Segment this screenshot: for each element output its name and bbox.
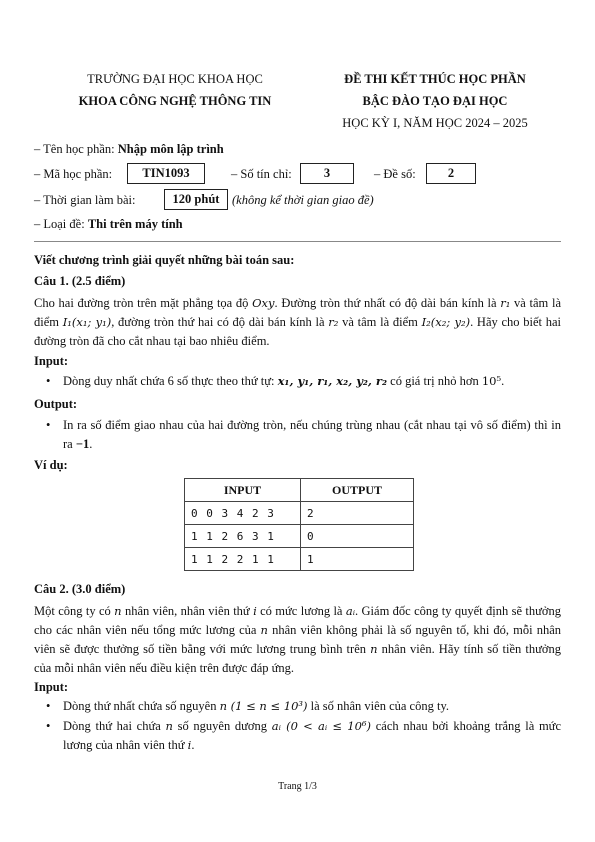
q2-input-label: Input: [34, 680, 69, 694]
bullet-icon: • [46, 418, 51, 432]
faculty-name: KHOA CÔNG NGHỆ THÔNG TIN [78, 94, 272, 108]
semester: HỌC KỲ I, NĂM HỌC 2024 – 2025 [342, 116, 528, 130]
divider [34, 241, 561, 242]
q2-input-line1: Dòng thứ nhất chứa số nguyên n (1 ≤ n ≤ 10³) là số nhân viên của công ty. [63, 699, 450, 713]
intro-text: Viết chương trình giải quyết những bài toán sau: [34, 253, 295, 267]
q2-input-line2: Dòng thứ hai chứa n số nguyên dương aᵢ (0 < aᵢ ≤ 10⁶) cách nhau bởi khoảng trắng là mức lương của nhân viên thứ i. [63, 719, 561, 752]
exam-no-box: 2 [426, 163, 476, 184]
table-cell: 1 [301, 548, 414, 571]
q1-title: Câu 1. (2.5 điểm) [34, 274, 126, 288]
table-cell: 2 [301, 502, 414, 525]
exam-type: Thi trên máy tính [87, 217, 183, 231]
course-code-box: TIN1093 [127, 163, 205, 184]
exam-type-line [34, 214, 183, 234]
math-r2: r₂ [328, 315, 339, 329]
page-number: Trang 1/3 [278, 781, 317, 792]
exam-type-label: – Loại đề: [34, 217, 88, 231]
course-name: Nhập môn lập trình [117, 142, 224, 156]
q1-output-label: Output: [34, 397, 78, 411]
math-input-vars: x₁, y₁, r₁, x₂, y₂, r₂ [277, 374, 388, 388]
credits-label: – Số tín chỉ: [231, 167, 292, 181]
table-cell: 0 0 3 4 2 3 [185, 502, 301, 525]
q1-statement: Cho hai đường tròn trên mặt phẳng tọa độ Oxy. Đường tròn thứ nhất có độ dài bán kính là r₁ và tâm là điểm I₁(x₁; y₁), đường tròn thứ hai có độ dài bán kính là r₂ và tâm là điểm I₂(x₂; y₂). Hãy cho biết hai đường tròn đã cho cắt nhau tại bao nhiêu điểm. [34, 296, 562, 348]
bullet-icon: • [46, 719, 51, 733]
example-table [184, 478, 414, 571]
course-name-label: – Tên học phần: [34, 142, 118, 156]
exam-title: ĐỀ THI KẾT THÚC HỌC PHẦN [344, 72, 526, 86]
math-oxy: Oxy [252, 296, 275, 310]
output-value: −1 [75, 437, 90, 451]
duration-label: – Thời gian làm bài: [34, 193, 136, 207]
table-row [185, 548, 414, 571]
education-level: BẬC ĐÀO TẠO ĐẠI HỌC [362, 94, 508, 108]
math-i1: I₁(x₁; y₁) [62, 315, 112, 329]
q1-output-desc: In ra số điểm giao nhau của hai đường tròn, nếu chúng trùng nhau (cắt nhau tại vô số điểm) thì in ra −1. [63, 418, 561, 451]
duration-note: (không kể thời gian giao đề) [232, 193, 374, 207]
table-header-row [185, 479, 414, 502]
math-r1: r₁ [500, 296, 511, 310]
col-input-header: INPUT [185, 479, 301, 502]
bullet-icon: • [46, 374, 51, 388]
table-row [185, 502, 414, 525]
exam-no-label: – Đề số: [374, 167, 416, 181]
q1-input-desc: Dòng duy nhất chứa 6 số thực theo thứ tự: x₁, y₁, r₁, x₂, y₂, r₂ có giá trị nhỏ hơn 10⁵. [63, 374, 505, 388]
table-row [185, 525, 414, 548]
q2-statement: Một công ty có n nhân viên, nhân viên thứ i có mức lương là aᵢ. Giám đốc công ty quyết định sẽ thưởng cho các nhân viên nếu tổng mức lương của n nhân viên không phải là số nguyên tố, khi đó, mỗi nhân viên sẽ được thưởng số tiền bằng với mức lương trung bình trên n nhân viên. Hãy tính số tiền thưởng của mỗi nhân viên nếu điều kiện trên được đáp ứng. [34, 604, 561, 675]
university-name: TRƯỜNG ĐẠI HỌC KHOA HỌC [87, 72, 263, 86]
q1-example-label: Ví dụ: [34, 458, 68, 472]
col-output-header: OUTPUT [301, 479, 414, 502]
math-i2: I₂(x₂; y₂) [421, 315, 471, 329]
duration-box: 120 phút [164, 189, 228, 210]
school-header [40, 68, 310, 112]
q2-title: Câu 2. (3.0 điểm) [34, 582, 126, 596]
exam-header [310, 68, 560, 134]
table-cell: 1 1 2 2 1 1 [185, 548, 301, 571]
course-code-label: – Mã học phần: [34, 167, 113, 181]
bullet-icon: • [46, 699, 51, 713]
credits-box: 3 [300, 163, 354, 184]
course-name-line [34, 139, 224, 159]
q1-input-label: Input: [34, 354, 69, 368]
math-limit: 10⁵ [481, 374, 502, 388]
table-cell: 0 [301, 525, 414, 548]
table-cell: 1 1 2 6 3 1 [185, 525, 301, 548]
